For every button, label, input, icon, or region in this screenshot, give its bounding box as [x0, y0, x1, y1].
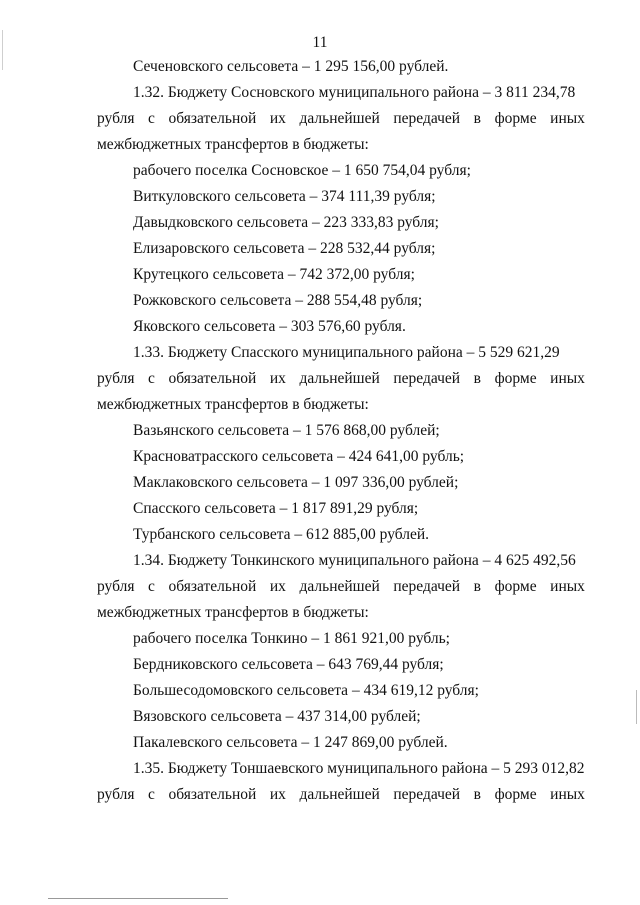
- word: в: [473, 370, 481, 387]
- list-item: Вязовского сельсовета – 437 314,00 рублей;: [133, 708, 421, 725]
- list-item: Виткуловского сельсовета – 374 111,39 рубля;: [133, 188, 436, 205]
- justified-line: [97, 369, 585, 389]
- paragraph-heading: 1.33. Бюджету Спасского муниципального района – 5 529 621,29: [133, 344, 560, 361]
- text-line: межбюджетных трансфертов в бюджеты:: [97, 136, 369, 153]
- word: с: [148, 786, 155, 803]
- word: форме: [494, 370, 537, 387]
- list-item: Вазьянского сельсовета – 1 576 868,00 рублей;: [133, 422, 440, 439]
- word: дальнейшей: [299, 370, 380, 387]
- word: их: [269, 110, 286, 127]
- list-item: Давыдковского сельсовета – 223 333,83 рубля;: [133, 214, 439, 231]
- list-item: Красноватрасского сельсовета – 424 641,00 рубль;: [133, 448, 465, 465]
- list-item: Бердниковского сельсовета – 643 769,44 рубля;: [133, 656, 444, 673]
- list-item: Крутецкого сельсовета – 742 372,00 рубля;: [133, 266, 415, 283]
- word: передачей: [393, 578, 461, 595]
- word: с: [148, 578, 155, 595]
- list-item: Турбанского сельсовета – 612 885,00 рублей.: [133, 526, 430, 543]
- word: с: [148, 110, 155, 127]
- text-line: межбюджетных трансфертов в бюджеты:: [97, 396, 369, 413]
- word: дальнейшей: [299, 786, 380, 803]
- word: обязательной: [168, 786, 257, 803]
- word: передачей: [393, 786, 461, 803]
- word: дальнейшей: [299, 110, 380, 127]
- list-item: Большесодомовского сельсовета – 434 619,12 рубля;: [133, 682, 479, 699]
- justified-line: [97, 785, 585, 805]
- scan-bottom-rule: [48, 898, 228, 899]
- word: обязательной: [168, 370, 257, 387]
- word: иных: [550, 370, 585, 387]
- list-item: Елизаровского сельсовета – 228 532,44 рубля;: [133, 240, 436, 257]
- paragraph-heading: 1.34. Бюджету Тонкинского муниципального района – 4 625 492,56: [133, 552, 576, 569]
- list-item: Рожковского сельсовета – 288 554,48 рубля;: [133, 292, 423, 309]
- word: в: [473, 786, 481, 803]
- word: передачей: [393, 110, 461, 127]
- word: передачей: [393, 370, 461, 387]
- word: обязательной: [168, 578, 257, 595]
- word: рубля: [97, 110, 135, 127]
- word: рубля: [97, 786, 135, 803]
- page-number: 11: [312, 34, 328, 51]
- word: в: [473, 110, 481, 127]
- word: их: [269, 370, 286, 387]
- text-line: межбюджетных трансфертов в бюджеты:: [97, 604, 369, 621]
- list-item: рабочего поселка Сосновское – 1 650 754,04 рубля;: [133, 162, 471, 179]
- word: иных: [550, 110, 585, 127]
- word: в: [473, 578, 481, 595]
- word: обязательной: [168, 110, 257, 127]
- word: форме: [494, 786, 537, 803]
- word: форме: [494, 578, 537, 595]
- list-item: Маклаковского сельсовета – 1 097 336,00 рублей;: [133, 474, 459, 491]
- paragraph-heading: 1.32. Бюджету Сосновского муниципального района – 3 811 234,78: [133, 84, 576, 101]
- word: их: [269, 786, 286, 803]
- word: иных: [550, 578, 585, 595]
- list-item: рабочего поселка Тонкино – 1 861 921,00 рубль;: [133, 630, 450, 647]
- word: рубля: [97, 370, 135, 387]
- word: дальнейшей: [299, 578, 380, 595]
- list-item: Яковского сельсовета – 303 576,60 рубля.: [133, 318, 406, 335]
- justified-line: [97, 577, 585, 597]
- justified-line: [97, 109, 585, 129]
- list-item: Спасского сельсовета – 1 817 891,29 рубля;: [133, 500, 419, 517]
- word: рубля: [97, 578, 135, 595]
- scan-edge-mark: [636, 690, 637, 724]
- word: форме: [494, 110, 537, 127]
- word: с: [148, 370, 155, 387]
- text-line: Сеченовского сельсовета – 1 295 156,00 рублей.: [133, 58, 449, 75]
- list-item: Пакалевского сельсовета – 1 247 869,00 рублей.: [133, 734, 448, 751]
- word: иных: [550, 786, 585, 803]
- paragraph-heading: 1.35. Бюджету Тоншаевского муниципального района – 5 293 012,82: [133, 760, 585, 777]
- word: их: [269, 578, 286, 595]
